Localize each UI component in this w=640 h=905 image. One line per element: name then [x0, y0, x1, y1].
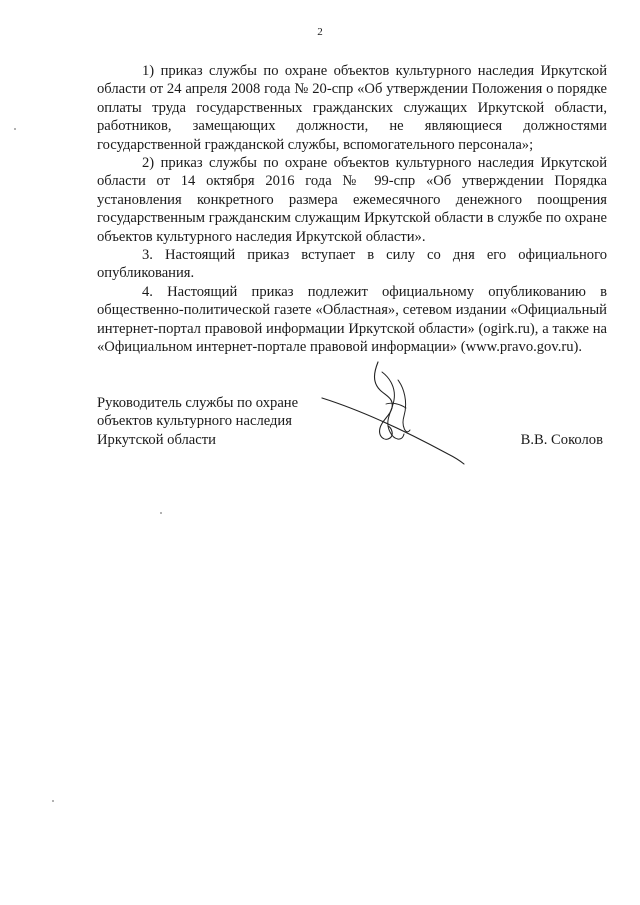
- clause-entry-into-force: 3. Настоящий приказ вступает в силу со дня его официального опубликования.: [97, 247, 607, 282]
- handwritten-signature: [320, 358, 470, 470]
- page-number: 2: [317, 26, 323, 38]
- signatory-position-line-1: Руководитель службы по охране: [97, 395, 299, 411]
- document-body: [97, 62, 607, 357]
- signatory-name: В.В. Соколов: [520, 432, 603, 448]
- list-item-repealed-order-1: 1) приказ службы по охране объектов культурного наследия Иркутской области от 24 апреля 2008 года № 20-спр «Об утверждении Положения о порядке оплаты труда государственных гражданских служащих Иркутской области, работников, замещающих должности, не являющиеся должностями государственной гражданской службы, вспомогательного персонала»;: [97, 63, 607, 153]
- signatory-position-line-2: объектов культурного наследия: [97, 413, 292, 430]
- scan-speck: [14, 128, 16, 130]
- clause-publication: 4. Настоящий приказ подлежит официальному опубликованию в общественно-политической газете «Областная», сетевом издании «Официальный интернет-портал правовой информации Иркутской области» (ogirk.ru), а также на «Официальном интернет-портале правовой информации» (www.pravo.gov.ru).: [97, 283, 607, 356]
- list-item-repealed-order-2: 2) приказ службы по охране объектов культурного наследия Иркутской области от 14 октября 2016 года № 99-спр «Об утверждении Порядка установления конкретного размера ежемесячного денежного поощрения государственным гражданским служащим Иркутской области в службе по охране объектов культурного наследия Иркутской области».: [97, 155, 607, 245]
- scan-speck: [52, 800, 54, 802]
- signatory-position: [97, 394, 298, 449]
- scan-speck: [160, 512, 162, 514]
- signatory-position-line-3: Иркутской области: [97, 431, 216, 448]
